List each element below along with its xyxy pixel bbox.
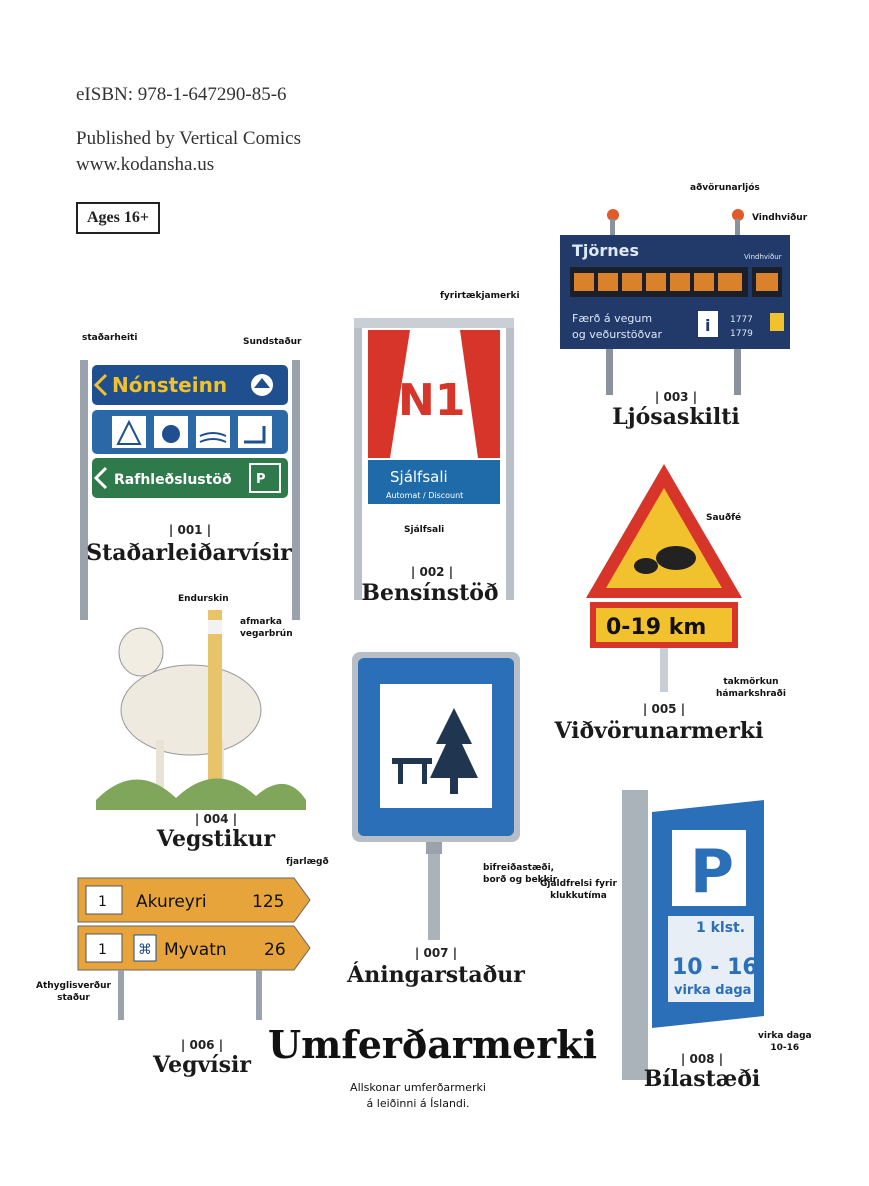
sign-004-caption: Vegstikur: [156, 826, 276, 852]
label-athyglisverdur-line2: staður: [57, 993, 90, 1003]
sign-004-illustration: [96, 610, 306, 810]
sign-006-destination-1: Akureyri: [136, 892, 207, 912]
label-gjaldfrelsi: [540, 878, 617, 902]
sign-003-number: | 003 |: [654, 390, 698, 404]
svg-text:P: P: [256, 472, 266, 487]
sign-002-subtext: Automat / Discount: [386, 491, 464, 500]
sign-001-charging-text: Rafhleðslustöð: [114, 472, 232, 488]
label-endurskin: Endurskin: [178, 594, 229, 604]
sign-002-text: Sjálfsali: [390, 468, 448, 486]
sign-001-illustration: [72, 330, 312, 620]
sign-001-caption: Staðarleiðarvísir: [86, 540, 292, 566]
label-virka-daga: [758, 1030, 812, 1054]
sign-008-time-limit: 1 klst.: [696, 920, 746, 936]
label-afmarka-line1: afmarka: [240, 617, 282, 627]
website-text: www.kodansha.us: [76, 154, 215, 175]
label-gjaldfrelsi-line2: klukkutíma: [550, 891, 607, 901]
sign-003-road-text-1: Færð á vegum: [572, 312, 653, 325]
sign-006-number: | 006 |: [180, 1038, 224, 1052]
label-virka-daga-line1: virka daga: [758, 1031, 812, 1041]
label-sundstadur: Sundstaður: [243, 337, 302, 347]
sign-006-distance-2: 26: [264, 940, 286, 960]
label-saudfe: Sauðfé: [706, 513, 742, 523]
page-subtitle-line1: Allskonar umferðarmerki: [350, 1081, 486, 1094]
sign-005-caption: Viðvörunarmerki: [554, 718, 764, 744]
sign-008-caption: Bílastæði: [643, 1066, 761, 1092]
label-virka-daga-line2: 10-16: [770, 1043, 800, 1053]
sign-006-distance-1: 125: [252, 892, 285, 912]
sign-003-phone-1: 1777: [730, 315, 753, 325]
label-gjaldfrelsi-line1: Gjaldfrelsi fyrir: [540, 879, 617, 889]
sign-008-number: | 008 |: [680, 1052, 724, 1066]
page-subtitle: [318, 1080, 518, 1112]
sign-003-wind-small: Vindhviður: [744, 253, 782, 261]
sign-001-place-name: Nónsteinn: [112, 373, 228, 397]
sign-003-road-text-2: og veðurstöðvar: [572, 328, 662, 341]
label-fyrirtaekjamerki: fyrirtækjamerki: [440, 291, 520, 301]
age-rating-badge: Ages 16+: [76, 202, 160, 234]
label-bifreidastaedi-line1: bifreiðastæði,: [483, 863, 555, 873]
sign-001-number: | 001 |: [168, 523, 212, 537]
sign-006-caption: Vegvísir: [153, 1052, 251, 1078]
sign-006-destination-2: Myvatn: [164, 940, 227, 960]
sign-003-phone-2: 1779: [730, 329, 753, 339]
sign-002-caption: Bensínstöð: [361, 580, 499, 606]
label-afmarka-line2: vegarbrún: [240, 629, 293, 639]
label-stadarheiti: staðarheiti: [82, 333, 138, 343]
label-afmarka: [240, 616, 293, 640]
sign-003-caption: Ljósaskilti: [612, 404, 740, 430]
label-takmorkun: [716, 676, 786, 700]
sign-007-number: | 007 |: [414, 946, 458, 960]
sign-007-illustration: [350, 650, 522, 940]
page-subtitle-line2: á leiðinni á Íslandi.: [366, 1097, 470, 1110]
sign-005-distance: 0-19 km: [606, 615, 707, 640]
label-athyglisverdur: [36, 980, 111, 1004]
svg-text:i: i: [705, 316, 711, 335]
label-vindhvidur: Vindhviður: [752, 213, 808, 223]
sign-006-route-2: 1: [98, 942, 107, 958]
sign-004-number: | 004 |: [194, 812, 238, 826]
sign-008-illustration: [610, 790, 770, 1080]
sign-005-illustration: [584, 462, 744, 692]
sign-008-days: virka daga: [674, 983, 752, 998]
label-sjalfsali: Sjálfsali: [404, 525, 445, 535]
label-athyglisverdur-line1: Athyglisverður: [36, 981, 111, 991]
label-fjarlaegd: fjarlægð: [286, 857, 329, 867]
sign-003-illustration: [558, 205, 798, 395]
svg-text:⌘: ⌘: [138, 942, 152, 958]
isbn-text: eISBN: 978-1-647290-85-6: [76, 84, 287, 105]
page-title: Umferðarmerki: [268, 1022, 598, 1067]
sign-007-caption: Áningarstaður: [347, 962, 525, 988]
sign-005-number: | 005 |: [642, 702, 686, 716]
sign-008-parking-letter: P: [690, 837, 734, 907]
sign-003-location: Tjörnes: [572, 241, 640, 260]
label-takmorkun-line2: hámarkshraði: [716, 689, 786, 699]
sign-008-hours: 10 - 16: [672, 955, 758, 980]
label-takmorkun-line1: takmörkun: [723, 677, 779, 687]
label-bifreidastaedi-line2: borð og bekkir: [483, 875, 558, 885]
label-advorunarljos: aðvörunarljós: [690, 183, 760, 193]
sign-002-brand: N1: [398, 375, 466, 426]
sign-006-route-1: 1: [98, 894, 107, 910]
published-by-text: Published by Vertical Comics: [76, 128, 301, 149]
sign-002-number: | 002 |: [410, 565, 454, 579]
